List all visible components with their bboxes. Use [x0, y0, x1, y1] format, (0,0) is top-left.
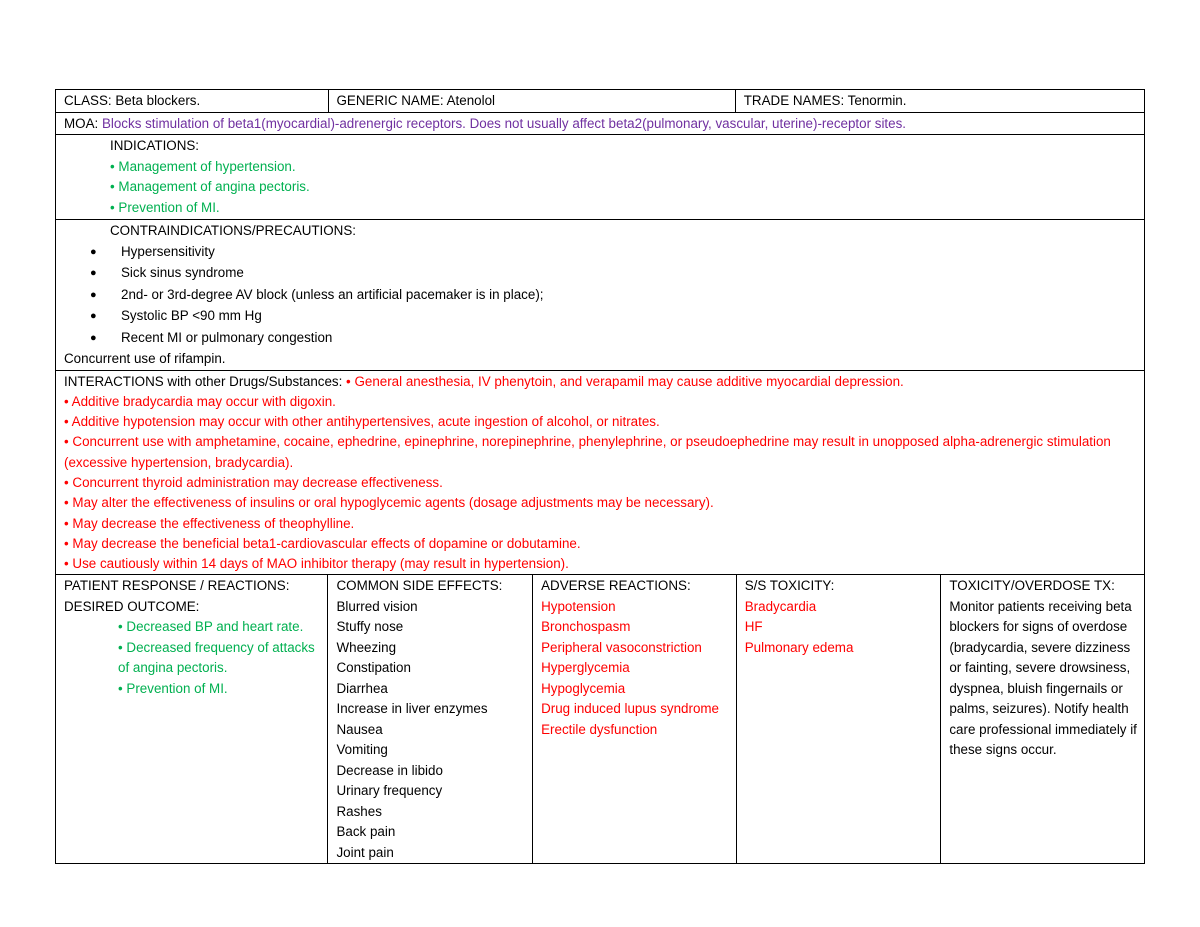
interactions-row	[55, 370, 1145, 575]
indication-item: • Management of hypertension.	[110, 158, 296, 174]
adverse-reactions-list	[541, 597, 729, 741]
bullet-icon: ●	[90, 310, 97, 322]
class-cell: CLASS: Beta blockers.	[64, 93, 201, 108]
interaction-item: • Concurrent use with amphetamine, cocaine, ephedrine, epinephrine, norepinephrine, phenylephrine, or pseudoephedrine may result in unopposed alpha-adrenergic stimulation (excessive hypertension, bradycardia).	[64, 434, 1111, 470]
contraindications-footer: Concurrent use of rifampin.	[64, 351, 226, 366]
patient-response-title: PATIENT RESPONSE / REACTIONS:	[64, 578, 290, 594]
adverse-reactions-title: ADVERSE REACTIONS:	[541, 578, 691, 594]
adverse-item: Hypoglycemia	[541, 680, 626, 696]
toxicity-signs-cell	[736, 575, 941, 863]
contraindications-title: CONTRAINDICATIONS/PRECAUTIONS:	[110, 223, 357, 238]
header-row	[55, 89, 1145, 112]
moa-cell	[56, 113, 1144, 135]
adverse-item: Erectile dysfunction	[541, 721, 658, 737]
adverse-item: Drug induced lupus syndrome	[541, 701, 720, 717]
indications-row	[55, 134, 1145, 219]
toxicity-signs-title: S/S TOXICITY:	[744, 578, 835, 594]
toxicity-item: Pulmonary edema	[744, 639, 854, 655]
interaction-item: • May decrease the beneficial beta1-cardiovascular effects of dopamine or dobutamine.	[64, 535, 581, 551]
adverse-item: Bronchospasm	[541, 619, 631, 635]
side-effect-item: Increase in liver enzymes	[336, 701, 488, 717]
interactions-cell	[56, 371, 1144, 575]
side-effect-item: Back pain	[336, 824, 396, 840]
bullet-icon: ●	[90, 267, 97, 279]
patient-response-cell	[56, 575, 327, 863]
generic-name-cell: GENERIC NAME: Atenolol	[328, 90, 735, 112]
adverse-item: Peripheral vasoconstriction	[541, 639, 702, 655]
drug-card-table	[55, 89, 1145, 864]
overdose-title: TOXICITY/OVERDOSE TX:	[949, 578, 1115, 594]
contraindication-item: ● Recent MI or pulmonary congestion	[64, 328, 1137, 350]
toxicity-item: Bradycardia	[744, 598, 817, 614]
outcome-item: • Decreased BP and heart rate.	[118, 619, 304, 635]
interaction-item: • Additive hypotension may occur with other antihypertensives, acute ingestion of alcohol, or nitrates.	[64, 414, 660, 430]
bullet-icon: ●	[90, 245, 97, 258]
indications-title: INDICATIONS:	[110, 138, 200, 153]
interaction-item: • Concurrent thyroid administration may decrease effectiveness.	[64, 474, 443, 490]
desired-outcome-list	[64, 617, 320, 699]
contraindication-item: ● Systolic BP <90 mm Hg	[64, 306, 1137, 328]
toxicity-signs-list	[745, 597, 934, 659]
indications-cell	[56, 135, 1144, 219]
indication-item: • Prevention of MI.	[110, 199, 220, 215]
reactions-row	[55, 574, 1145, 864]
toxicity-item: HF	[744, 619, 763, 635]
interaction-item: • Use cautiously within 14 days of MAO inhibitor therapy (may result in hypertension).	[64, 556, 569, 572]
side-effect-item: Vomiting	[336, 742, 388, 758]
moa-text: Blocks stimulation of beta1(myocardial)-adrenergic receptors. Does not usually affect beta2(pulmonary, vascular, uterine)-receptor sites.	[98, 115, 907, 131]
side-effect-item: Decrease in libido	[336, 762, 443, 778]
side-effect-item: Urinary frequency	[336, 783, 443, 799]
adverse-reactions-cell	[532, 575, 736, 863]
contraindications-cell	[56, 220, 1144, 370]
contraindication-item: ● Hypersensitivity	[64, 242, 1137, 264]
bullet-icon: ●	[90, 331, 97, 344]
side-effect-item: Constipation	[336, 660, 411, 676]
interaction-item: • May decrease the effectiveness of theophylline.	[64, 515, 355, 531]
indication-item: • Management of angina pectoris.	[110, 179, 310, 194]
adverse-item: Hyperglycemia	[541, 660, 630, 676]
bullet-icon: ●	[90, 288, 97, 301]
overdose-text: Monitor patients receiving beta blockers for signs of overdose (bradycardia, severe dizziness or fainting, severe drowsiness, dyspnea, bluish fingernails or palms, seizures). Notify health care professional immediately if these signs occur.	[949, 598, 1137, 758]
contraindication-item: ● 2nd- or 3rd-degree AV block (unless an artificial pacemaker is in place);	[64, 285, 1137, 307]
contraindication-item: ● Sick sinus syndrome	[64, 263, 1137, 285]
side-effects-cell	[327, 575, 532, 863]
side-effect-item: Blurred vision	[336, 598, 418, 614]
outcome-item: • Decreased frequency of attacks of angina pectoris.	[118, 639, 315, 676]
side-effect-item: Stuffy nose	[336, 619, 404, 635]
desired-outcome-title: DESIRED OUTCOME:	[64, 598, 200, 614]
adverse-item: Hypotension	[541, 598, 616, 614]
outcome-item: • Prevention of MI.	[118, 680, 228, 696]
side-effect-item: Rashes	[336, 803, 382, 819]
side-effects-title: COMMON SIDE EFFECTS:	[336, 578, 503, 594]
side-effect-item: Wheezing	[336, 639, 397, 655]
overdose-treatment-cell	[940, 575, 1144, 863]
moa-row	[55, 112, 1145, 135]
side-effect-item: Joint pain	[336, 844, 394, 860]
trade-names-cell: TRADE NAMES: Tenormin.	[735, 90, 1144, 112]
side-effect-item: Diarrhea	[336, 680, 388, 696]
moa-label: MOA:	[64, 115, 99, 131]
contraindications-row	[55, 219, 1145, 370]
interactions-label: INTERACTIONS with other Drugs/Substances:	[64, 373, 347, 389]
interaction-item: • May alter the effectiveness of insulins or oral hypoglycemic agents (dosage adjustments may be necessary).	[64, 495, 714, 511]
interaction-item: • General anesthesia, IV phenytoin, and verapamil may cause additive myocardial depression.	[346, 373, 904, 389]
interaction-item: • Additive bradycardia may occur with digoxin.	[64, 393, 336, 409]
side-effect-item: Nausea	[336, 721, 383, 737]
